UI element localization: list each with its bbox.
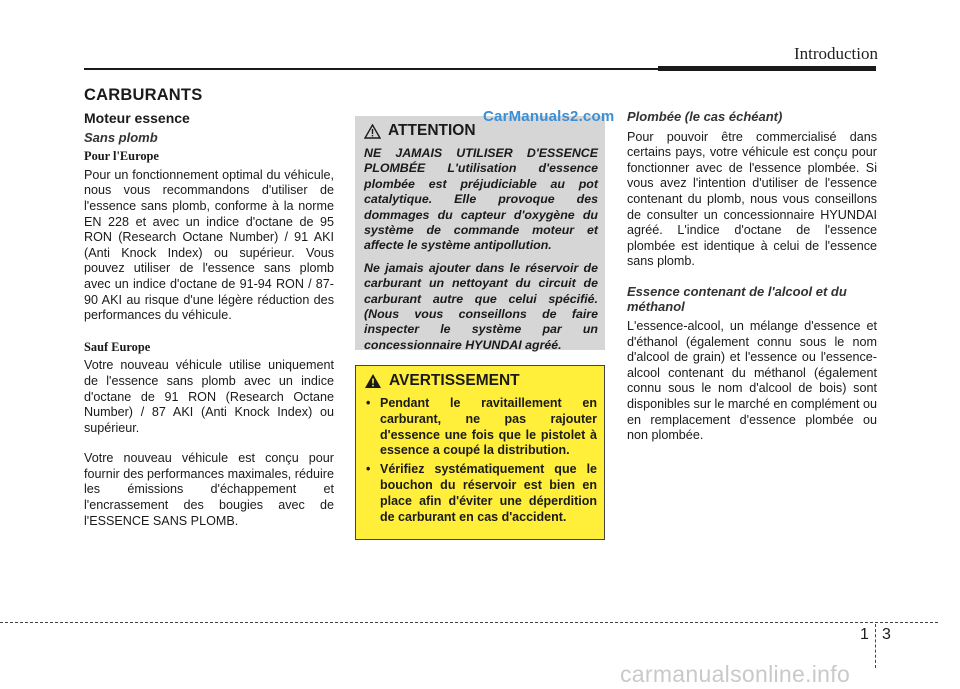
warning-box xyxy=(355,365,605,540)
warning-item-cap: • Vérifiez systématiquement que le bouchon du réservoir est bien en place afin d'éviter une déperdition de carburant en cas d'accident. xyxy=(366,462,597,524)
europe-paragraph: Pour un fonctionnement optimal du véhicule, nous vous recommandons d'utiliser de l'essence sans plomb, conforme à la norme EN 228 et avec un indice d'octane de 95 RON (Research Octane Number) / 91 AKI (Anti Knock Index) ou supérieur. Vous pouvez utiliser de l'essence sans plomb avec un indice d'octane de 91-94 RON / 87-90 AKI au risque d'une légère réduction des performances du véhicule. xyxy=(84,167,334,323)
page-number: 3 xyxy=(882,626,891,643)
alcohol-paragraph: L'essence-alcool, un mélange d'essence et d'éthanol (également connu sous le nom d'alcool de grain) et l'essence ou l'essence-alcool contenant du méthanol (également connu sous le nom d'alcool de bois) sont disponibles sur le marché en complément ou en remplacement d'essence plombée ou non plombée. xyxy=(627,318,877,443)
warning-title-text: AVERTISSEMENT xyxy=(389,372,520,389)
leaded-paragraph: Pour pouvoir être commercialisé dans certains pays, votre véhicule est conçu pour fonctionner avec de l'essence plombée. Si vous avez l'intention d'utiliser de l'essence contenant du plomb, nous vous conseillons de consulter un concessionnaire HYUNDAI agréé. L'indice d'octane de l'essence plombée est identique à celui de l'essence sans plomb. xyxy=(627,129,877,269)
europe-label: Pour l'Europe xyxy=(84,149,159,164)
attention-paragraph-cleaner: Ne jamais ajouter dans le réservoir de carburant un nettoyant du circuit de carburant autre que celui spécifié. (Nous vous conseillons de faire inspecter le système par un concessionnaire HYUNDAI agréé. xyxy=(364,260,598,352)
chapter-number: 1 xyxy=(860,626,869,643)
right-column xyxy=(627,109,877,455)
warning-list xyxy=(364,396,597,525)
warning-item-refuel: • Pendant le ravitaillement en carburant, ne pas rajouter d'essence une fois que le pistolet à essence a coupé la distribution. xyxy=(366,396,597,458)
left-column xyxy=(84,111,334,540)
footer-rule xyxy=(0,622,938,623)
bullet-icon: • xyxy=(366,396,371,410)
bullet-icon: • xyxy=(366,462,371,477)
header-rule xyxy=(84,68,658,70)
header-rule-accent xyxy=(658,66,876,71)
footer-watermark: carmanualsonline.info xyxy=(620,661,851,687)
performance-paragraph: Votre nouveau véhicule est conçu pour fournir des performances maximales, réduire les émissions d'échappement et l'encrassement des bougies avec de l'ESSENCE SANS PLOMB. xyxy=(84,451,334,528)
warning-title xyxy=(364,372,597,390)
caution-triangle-icon xyxy=(364,124,381,139)
top-watermark: CarManuals2.com xyxy=(483,108,615,125)
non-europe-paragraph: Votre nouveau véhicule utilise uniquement de l'essence sans plomb avec un indice d'octane de 91 RON (Research Octane Number) / 87 AKI (Anti Knock Index) ou supérieur. xyxy=(84,358,334,435)
attention-title-text: ATTENTION xyxy=(388,122,476,139)
non-europe-label: Sauf Europe xyxy=(84,339,151,354)
attention-box xyxy=(355,116,605,350)
section-label: Introduction xyxy=(793,44,878,63)
warning-triangle-icon xyxy=(364,373,382,389)
leaded-heading: Plombée (le cas échéant) xyxy=(627,109,783,124)
attention-paragraph-leaded: NE JAMAIS UTILISER D'ESSENCE PLOMBÉE L'utilisation d'essence plombée est préjudiciable au pot catalytique. Elle provoque des dommages du capteur d'oxygène du système de commande moteur et affecte le système antipollution. xyxy=(364,146,598,253)
unleaded-subheading: Sans plomb xyxy=(84,129,158,145)
page-number-separator xyxy=(875,624,876,668)
chapter-title: CARBURANTS xyxy=(84,86,203,104)
gasoline-engine-heading: Moteur essence xyxy=(84,110,190,126)
alcohol-heading: Essence contenant de l'alcool et du méthanol xyxy=(627,283,847,314)
